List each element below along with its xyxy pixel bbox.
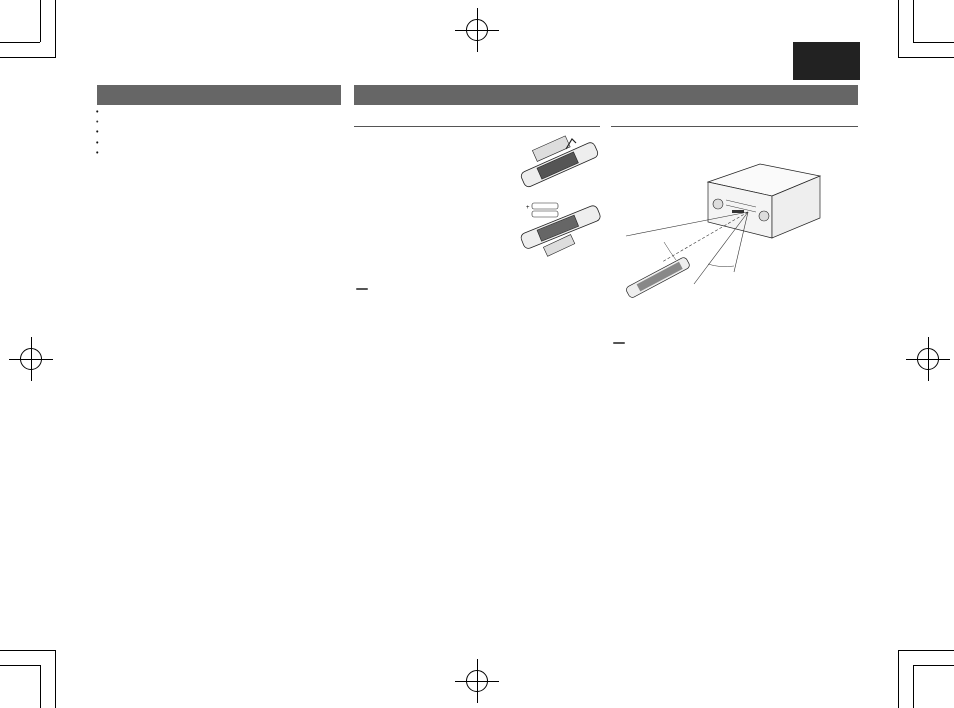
language-badge (793, 42, 860, 80)
registration-mark-bottom (466, 670, 488, 692)
registration-mark-left (20, 348, 42, 370)
cautions-title (97, 85, 341, 105)
cover-replace-illustration (540, 230, 580, 260)
remote-cover-illustration (516, 135, 602, 197)
batteries-rule (354, 126, 600, 127)
step-3 (354, 262, 514, 272)
range-note-badge (613, 342, 625, 344)
caution-heading-power: • (96, 107, 99, 116)
remote-title (354, 85, 858, 105)
step-2 (354, 201, 514, 211)
step-1 (354, 139, 504, 149)
range-diagram (612, 160, 858, 300)
caution-heading-moving: • (96, 147, 99, 157)
caution-heading-condensation: • (96, 127, 99, 137)
registration-mark-top (466, 19, 488, 41)
receiver-illustration (708, 164, 820, 238)
caution-bullet-standby: • (96, 117, 99, 127)
range-rule (611, 126, 858, 127)
caution-heading-phones: • (96, 137, 99, 147)
cautions-body (96, 107, 343, 158)
svg-text:+: + (526, 205, 530, 211)
registration-mark-right (917, 348, 939, 370)
batteries-note-badge (356, 288, 368, 290)
remote-illustration (625, 256, 691, 299)
